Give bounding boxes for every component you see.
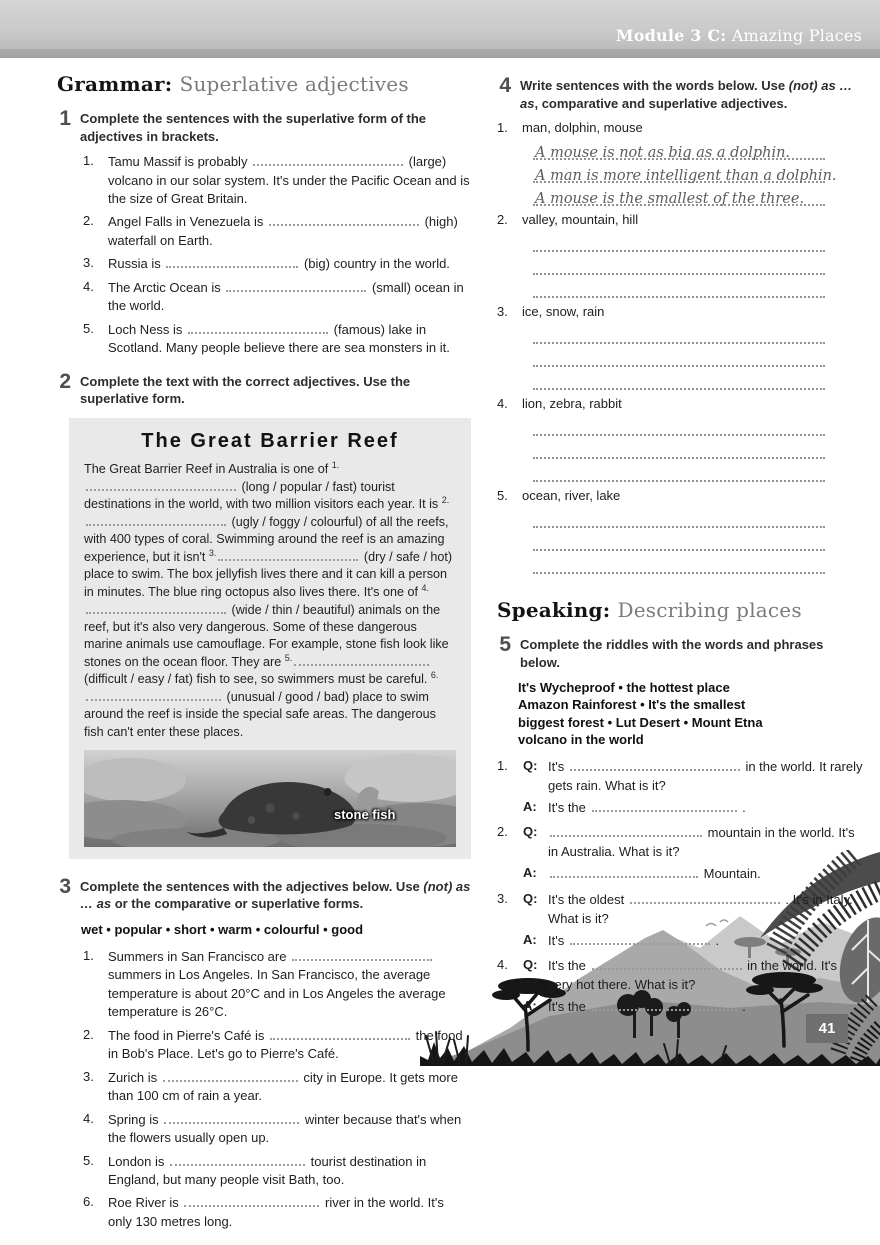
riddle-answer: It's the .: [548, 999, 746, 1015]
answer-blank[interactable]: [294, 653, 429, 666]
exercise-1: [57, 109, 471, 358]
item-number: 2.: [497, 824, 508, 840]
exercise-5: [497, 635, 863, 1017]
item-words: valley, mountain, hill: [522, 212, 639, 228]
q-label: Q:: [523, 824, 538, 840]
answer-blank[interactable]: [592, 957, 742, 970]
italic-phrase: (not) as … as: [80, 878, 471, 912]
exercise-item: [83, 153, 471, 208]
item-words: ocean, river, lake: [522, 488, 621, 504]
item-text: Roe River is river in the world. It's only 130 metres long.: [108, 1195, 444, 1229]
item-text: Spring is winter because that's when the flowers usually open up.: [108, 1111, 462, 1146]
exercise-number: 3: [59, 874, 71, 898]
a-label: A:: [523, 798, 537, 814]
exercise-item: [83, 1027, 471, 1064]
exercise-3: [57, 874, 471, 1232]
page-number-badge: 41: [806, 1014, 848, 1043]
riddle-answer: It's .: [548, 932, 720, 948]
word-bank-line: biggest forest • Lut Desert • Mount Etna: [518, 714, 763, 730]
exercise-instruction: Complete the text with the correct adjectives. Use the superlative form.: [80, 373, 411, 407]
answer-blank[interactable]: [292, 948, 432, 961]
item-text: Tamu Massif is probably (large) volcano in our solar system. It's under the Pacific Ocean and is the size of Great Britain.: [108, 154, 470, 206]
item-number: 2.: [83, 213, 94, 229]
answer-line[interactable]: [533, 459, 825, 482]
item-text: Zurich is city in Europe. It gets more than 100 cm of rain a year.: [108, 1069, 458, 1104]
a-label: A:: [523, 998, 537, 1014]
speaking-heading-label: Speaking:: [497, 598, 611, 623]
exercise-instruction: Complete the riddles with the words and phrases below.: [520, 637, 824, 670]
answer-line[interactable]: [533, 137, 825, 160]
riddle-question: mountain in the world. It's in Australia. What is it?: [548, 825, 855, 860]
riddle-question: It's the in the world. It's very hot there. What is it?: [548, 958, 838, 993]
grammar-heading-label: Grammar:: [57, 72, 173, 96]
exercise-item: [83, 1069, 471, 1106]
answer-line[interactable]: [533, 505, 825, 528]
item-number: 2.: [497, 212, 508, 228]
item-number: 3.: [83, 1068, 94, 1084]
riddle-item: [497, 824, 863, 884]
answer-blank[interactable]: [163, 1069, 298, 1082]
reading-box: [69, 418, 471, 859]
item-text: London is tourist destination in England, but many people visit Bath, too.: [108, 1153, 427, 1187]
item-text: The food in Pierre's Café is the food in Bob's Place. Let's go to Pierre's Café.: [108, 1027, 463, 1062]
module-name: Amazing Places: [731, 26, 862, 45]
exercise-item: [83, 321, 471, 358]
exercise-instruction: Complete the sentences with the adjectives below. Use (not) as … as or the comparative or superlative forms.: [80, 878, 471, 912]
item-number: 1.: [83, 947, 94, 963]
answer-blank[interactable]: [592, 799, 737, 812]
exercise-item: [83, 1153, 471, 1190]
answer-line[interactable]: [533, 528, 825, 551]
module-title: [616, 26, 862, 45]
item-number: 1.: [497, 757, 508, 773]
answer-blank[interactable]: [184, 1194, 319, 1207]
q-label: Q:: [523, 957, 538, 973]
exercise-item: [497, 396, 863, 482]
gap-number: 3.: [208, 548, 217, 559]
left-column: [57, 72, 471, 1245]
grammar-heading: [57, 72, 471, 96]
speaking-heading-sub: Describing places: [617, 598, 802, 623]
right-column: [497, 76, 863, 1031]
item-number: 5.: [83, 1152, 94, 1168]
answer-line[interactable]: [533, 229, 825, 252]
answer-line[interactable]: [533, 551, 825, 574]
item-number: 1.: [83, 153, 94, 169]
stonefish-photo-art: [84, 750, 456, 847]
word-bank-line: It's Wycheproof • the hottest place: [518, 680, 730, 696]
item-number: 4.: [83, 278, 94, 294]
riddle-answer: It's the .: [548, 799, 746, 815]
item-text: Russia is (big) country in the world.: [108, 256, 450, 272]
riddle-question: It's in the world. It rarely gets rain. What is it?: [548, 758, 863, 793]
handwritten-answer: A mouse is the smallest of the three.: [535, 191, 805, 208]
gap-number: 6.: [430, 670, 439, 681]
italic-phrase: (not) as … as: [520, 78, 853, 111]
gap-number: 2.: [441, 494, 450, 505]
item-number: 4.: [83, 1110, 94, 1126]
answer-line[interactable]: [533, 344, 825, 367]
answer-blank[interactable]: [253, 153, 403, 166]
answer-blank[interactable]: [269, 213, 419, 226]
exercise-item: [497, 488, 863, 574]
answer-blank[interactable]: [630, 891, 780, 904]
item-number: 4.: [497, 396, 508, 412]
reading-box-text: The Great Barrier Reef in Australia is one of $^{1.}$ (long / popular / fast) tourist destinations in the world, with two million visitors each year. It is $^{2.}$ (ugly / foggy / colourful) of all the reefs, with 400 types of coral. Swimming around the reef is an amazing experience, but it isn't $^{3.}$ (dry / safe / hot) place to swim. The box jellyfish lives there and it can kill a person in minutes. The blue ring octopus also lives there. It's one of $^{4.}$ (wide / thin / beautiful) animals on the reef, but it's also very dangerous. Some of these dangerous marine animals use camouflage. For example, stone fish look like stones on the ocean floor. They are $^{5.}$ (difficult / easy / fat) fish to see, so swimmers must be careful. $^{6.}$ (unusual / good / bad) place to swim around the reef is inside the special safe areas. The dangerous fish can't enter these places.: [84, 459, 453, 739]
item-number: 6.: [83, 1194, 94, 1210]
answer-line[interactable]: [533, 413, 825, 436]
handwritten-answer: A man is more intelligent than a dolphin.: [535, 168, 837, 185]
answer-blank[interactable]: [86, 513, 226, 526]
q-label: Q:: [523, 757, 538, 773]
item-number: 3.: [497, 304, 508, 320]
item-text: Loch Ness is (famous) lake in Scotland. Many people believe there are sea monsters in it.: [108, 321, 450, 356]
answer-line[interactable]: [533, 183, 825, 206]
exercise-4: [497, 76, 863, 574]
riddle-question: It's the oldest . It's in Italy. What is it?: [548, 891, 853, 926]
answer-line[interactable]: [533, 367, 825, 390]
item-number: 2.: [83, 1026, 94, 1042]
riddle-item: [497, 957, 863, 1017]
item-text: Angel Falls in Venezuela is (high) waterfall on Earth.: [108, 214, 458, 248]
exercise-number: 4: [499, 74, 511, 97]
word-bank: [518, 679, 863, 748]
exercise-item: [83, 279, 471, 316]
item-words: lion, zebra, rabbit: [522, 396, 622, 412]
answer-line[interactable]: [533, 436, 825, 459]
answer-line[interactable]: [533, 252, 825, 275]
answer-line[interactable]: [533, 321, 825, 344]
exercise-item: [83, 1111, 471, 1148]
exercise-item: [83, 213, 471, 250]
item-words: ice, snow, rain: [522, 304, 605, 320]
exercise-instruction: Write sentences with the words below. Use (not) as … as, comparative and superlative adjectives.: [520, 78, 853, 111]
item-number: 3.: [83, 255, 94, 271]
item-text: The Arctic Ocean is (small) ocean in the world.: [108, 279, 464, 314]
item-number: 5.: [83, 320, 94, 336]
exercise-item: [83, 1194, 471, 1231]
answer-blank[interactable]: [550, 865, 698, 878]
word-bank-line: volcano in the world: [518, 731, 644, 747]
gap-number: 5.: [284, 652, 293, 663]
answer-blank[interactable]: [270, 1027, 410, 1040]
answer-blank[interactable]: [86, 478, 236, 491]
answer-blank[interactable]: [170, 1153, 305, 1166]
reading-box-title: The Great Barrier Reef: [141, 429, 399, 452]
answer-blank[interactable]: [570, 758, 740, 771]
answer-blank[interactable]: [166, 255, 298, 268]
stonefish-photo: [84, 750, 456, 847]
item-number: 4.: [497, 957, 508, 973]
word-bank-line: Amazon Rainforest • It's the smallest: [518, 697, 746, 713]
answer-blank[interactable]: [570, 932, 710, 945]
answer-line[interactable]: [533, 160, 837, 185]
answer-blank[interactable]: [86, 601, 226, 614]
exercise-number: 5: [499, 633, 511, 657]
gap-number: 4.: [421, 582, 430, 593]
answer-blank[interactable]: [86, 688, 221, 701]
exercise-item: [83, 255, 471, 273]
item-words: man, dolphin, mouse: [522, 120, 643, 136]
speaking-heading: [497, 598, 863, 622]
a-label: A:: [523, 931, 537, 947]
riddle-answer: Mountain.: [548, 865, 863, 884]
answer-line[interactable]: [533, 275, 825, 298]
riddle-item: [497, 891, 863, 951]
a-label: A:: [523, 865, 537, 881]
riddle-item: [497, 758, 863, 818]
exercise-item: [83, 948, 471, 1022]
answer-blank[interactable]: [164, 1111, 299, 1124]
item-text: Summers in San Francisco are summers in Los Angeles. In San Francisco, the average temperature is about 20°C and in Los Angeles the average temperature is 26°C.: [108, 948, 446, 1020]
exercise-number: 2: [59, 369, 71, 393]
module-label: Module 3 C:: [615, 26, 727, 45]
answer-blank[interactable]: [226, 279, 366, 292]
answer-blank[interactable]: [592, 998, 737, 1011]
exercise-number: 1: [59, 107, 71, 130]
answer-blank[interactable]: [188, 321, 328, 334]
gap-number: 1.: [331, 459, 340, 470]
word-bank: wet • popular • short • warm • colourful • good: [81, 921, 364, 937]
stonefish-caption: stone fish: [334, 806, 396, 822]
module-header: [0, 0, 880, 58]
answer-blank[interactable]: [550, 824, 702, 837]
q-label: Q:: [523, 890, 538, 906]
handwritten-answer: A mouse is not as big as a dolphin.: [535, 145, 791, 162]
exercise-item: [497, 212, 863, 298]
answer-blank[interactable]: [218, 548, 358, 561]
exercise-2: [57, 369, 471, 859]
item-number: 3.: [497, 890, 508, 906]
exercise-item: [497, 120, 863, 206]
exercise-instruction: Complete the sentences with the superlative form of the adjectives in brackets.: [80, 111, 427, 144]
exercise-item: [497, 304, 863, 390]
item-number: 1.: [497, 120, 508, 136]
item-number: 5.: [497, 488, 508, 504]
grammar-heading-sub: Superlative adjectives: [179, 72, 409, 96]
